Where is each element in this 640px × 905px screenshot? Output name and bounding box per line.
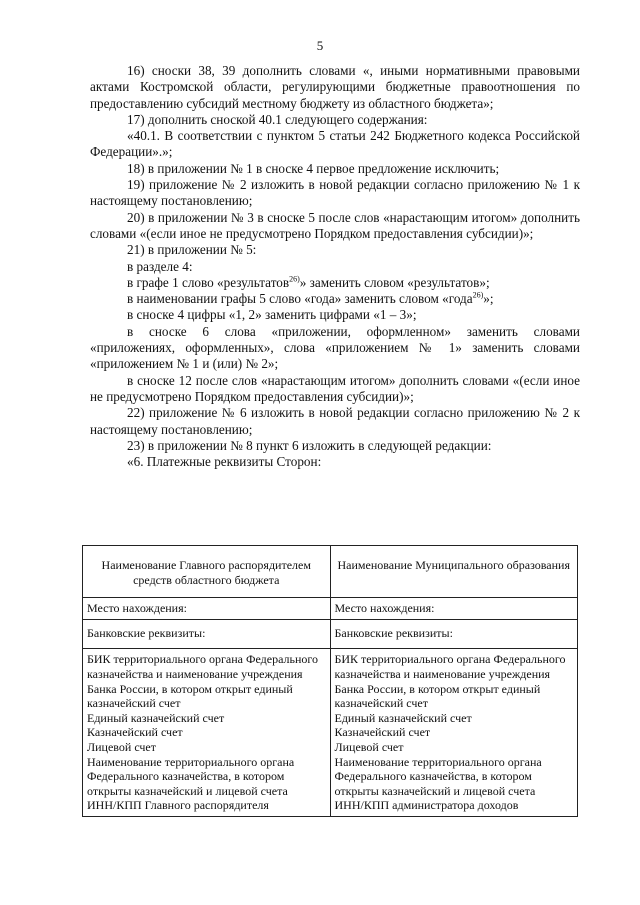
bank-left: Банковские реквизиты: — [83, 619, 331, 649]
details-right — [330, 649, 578, 817]
detail-treasury-body: Наименование территориального органа Федерального казначейства, в котором открыты казначейский и лицевой счета — [334, 754, 542, 798]
paragraph-grafa-5: в наименовании графы 5 слово «года» заменить словом «года$^{26)}$»; — [127, 290, 494, 307]
paragraph-17: 17) дополнить сноской 40.1 следующего содержания: — [127, 111, 428, 127]
details-left — [83, 649, 331, 817]
paragraph-16: 16) сноски 38, 39 дополнить словами «, иными нормативными правовыми актами Костромской области, регулирующими бюджетные правоотношения по предоставлению субсидий местному бюджету из областного бюджета»; — [90, 63, 580, 111]
page-number: 5 — [316, 38, 324, 53]
header-municipality: Наименование Муниципального образования — [330, 546, 578, 598]
paragraph-20: 20) в приложении № 3 в сноске 5 после слов «нарастающим итогом» дополнить словами «(если иное не предусмотрено Порядком предоставления субсидии)»; — [90, 209, 580, 241]
table-row — [83, 649, 578, 817]
location-right: Место нахождения: — [330, 598, 578, 620]
paragraph-footnote-4: в сноске 4 цифры «1, 2» заменить цифрами «1 – 3»; — [127, 307, 417, 323]
bank-right: Банковские реквизиты: — [330, 619, 578, 649]
paragraph-section-4: в разделе 4: — [127, 258, 193, 274]
paragraph-footnote-6: в сноске 6 слова «приложении, оформленном» заменить словами «приложениях, оформленных», слова «приложением № 1» заменить словами «приложением № 1 и (или) № 2»; — [90, 323, 580, 372]
table-row — [83, 619, 578, 649]
table-row — [83, 598, 578, 620]
detail-single-account: Единый казначейский счет — [334, 710, 472, 725]
paragraph-21: 21) в приложении № 5: — [127, 242, 257, 258]
paragraph-grafa-1: в графе 1 слово «результатов$^{26)}$» заменить словом «результатов»; — [127, 274, 490, 290]
header-main-manager: Наименование Главного распорядителем средств областного бюджета — [83, 546, 331, 598]
table-header-row — [83, 546, 578, 598]
detail-inn-kpp: ИНН/КПП Главного распорядителя — [87, 798, 269, 813]
paragraph-18: 18) в приложении № 1 в сноске 4 первое предложение исключить; — [127, 160, 500, 176]
paragraph-23: 23) в приложении № 8 пункт 6 изложить в следующей редакции: — [127, 437, 492, 453]
detail-bik: БИК территориального органа Федерального казначейства и наименование учреждения Банка России, в котором открыт единый казначейский счет — [87, 652, 319, 711]
detail-personal-account: Лицевой счет — [334, 739, 404, 754]
detail-treasury-account: Казначейский счет — [334, 725, 431, 740]
paragraph-footnote-12: в сноске 12 после слов «нарастающим итогом» дополнить словами «(если иное не предусмотрено Порядком предоставления субсидии)»; — [90, 372, 580, 404]
document-body — [90, 63, 580, 470]
detail-bik: БИК территориального органа Федерального казначейства и наименование учреждения Банка России, в котором открыт единый казначейский счет — [334, 652, 566, 711]
footnote-ref: 26) — [289, 274, 300, 284]
paragraph-22: 22) приложение № 6 изложить в новой редакции согласно приложению № 2 к настоящему постановлению; — [90, 405, 580, 437]
paragraph-footnote-40-1: «40.1. В соответствии с пунктом 5 статьи 242 Бюджетного кодекса Российской Федерации».»; — [90, 128, 580, 160]
detail-personal-account: Лицевой счет — [87, 739, 157, 754]
detail-treasury-body: Наименование территориального органа Федерального казначейства, в котором открыты казначейский и лицевой счета — [87, 754, 295, 798]
detail-single-account: Единый казначейский счет — [87, 710, 225, 725]
detail-treasury-account: Казначейский счет — [87, 725, 183, 740]
payment-details-table — [82, 545, 578, 817]
detail-inn-kpp: ИНН/КПП администратора доходов — [334, 798, 519, 813]
location-left: Место нахождения: — [83, 598, 331, 620]
footnote-ref: 26) — [472, 290, 484, 300]
paragraph-payment-details: «6. Платежные реквизиты Сторон: — [127, 454, 322, 470]
paragraph-19: 19) приложение № 2 изложить в новой редакции согласно приложению № 1 к настоящему постановлению; — [90, 177, 580, 209]
